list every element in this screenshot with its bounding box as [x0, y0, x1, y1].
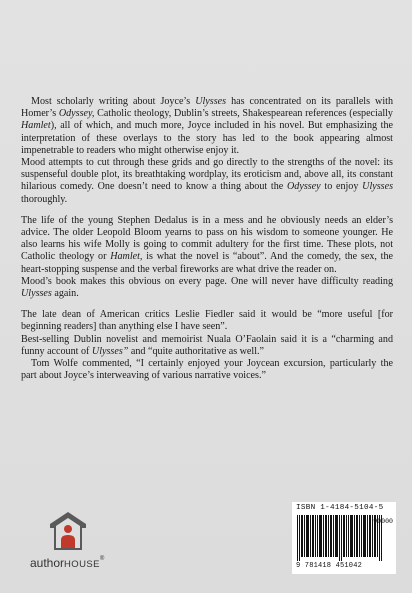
blurb-paragraph-1: [21, 96, 393, 157]
isbn-number: ISBN 1-4184-5104-5: [296, 504, 384, 512]
text-span: again.: [51, 288, 79, 300]
text-italic: Ulysses: [195, 96, 227, 107]
text-span: and “quite authoritative as well.”: [128, 345, 265, 357]
text-span: to enjoy: [320, 181, 363, 193]
text-italic: Ulysses”: [91, 345, 129, 357]
blurb-text: [21, 96, 393, 382]
text-span: Catholic theology, Dublin’s streets, Shakespearean references (especially: [94, 108, 393, 120]
text-italic: Ulysses: [362, 181, 393, 193]
text-span: The life of the young Stephen Dedalus is in a mess and he obviously needs an elder’s advice. The older Leopold Bloom yearns to pass on his wisdom to someone younger. He also learns his wife Molly is going to commit adultery for the first time. These plots, not Catholic theology or: [21, 214, 393, 263]
blurb-paragraph-5: The late dean of American critics Leslie Fiedler said it would be “more useful [for beginning readers] than anything else I have seen”.: [21, 309, 393, 333]
text-span: Mood’s book makes this obvious on every page. One will never have difficulty reading: [21, 275, 393, 287]
text-span: ), all of which, and much more, Joyce included in his novel. But emphasizing the interpretation of these overlays to the story has led to the book appearing almost impenetrable to readers who might otherwise enjoy it.: [21, 120, 393, 156]
text-italic: Odyssey: [287, 181, 321, 193]
text-span: has concentrated on its parallels with Homer’s: [21, 96, 393, 120]
barcode: [292, 502, 396, 574]
blurb-paragraph-3: [21, 215, 393, 276]
price-code: 90000: [373, 518, 393, 525]
publisher-name: [30, 556, 104, 570]
text-span: Most scholarly writing about Joyce’s: [31, 96, 196, 107]
text-span: thoroughly.: [21, 193, 68, 205]
blurb-paragraph-6: [21, 334, 393, 358]
text-span: is what the novel is “about”. And the comedy, the sex, the heart-stopping suspense and the verbal fireworks are what drive the reader on.: [21, 251, 393, 275]
text-italic: Ulysses: [21, 288, 52, 300]
publisher-logo: [30, 510, 110, 578]
text-italic: Odyssey,: [58, 108, 95, 120]
text-italic: Hamlet,: [110, 251, 143, 263]
publisher-name-author: author: [30, 556, 65, 570]
text-italic: Hamlet: [21, 120, 51, 132]
ean-number: 9 781418 451042: [296, 562, 363, 570]
registered-mark: ®: [99, 556, 105, 562]
house-person-icon: [48, 510, 88, 554]
blurb-paragraph-2: [21, 157, 393, 206]
blurb-paragraph-7: Tom Wolfe commented, “I certainly enjoyed your Joycean excursion, particularly the part about Joyce’s interweaving of various narrative voices.”: [21, 358, 393, 382]
blurb-paragraph-4: [21, 276, 393, 300]
text-span: Mood attempts to cut through these grids and go directly to the strengths of the novel: its suspenseful double plot, its breathtaking wordplay, its eroticism and, above all, its constant hilarious comedy. One doesn’t need to know a thing about the: [21, 157, 393, 193]
text-span: Best-selling Dublin novelist and memoirist Nuala O’Faolain said it is a “charming and funny account of: [21, 333, 393, 357]
publisher-name-house: HOUSE: [64, 559, 100, 570]
